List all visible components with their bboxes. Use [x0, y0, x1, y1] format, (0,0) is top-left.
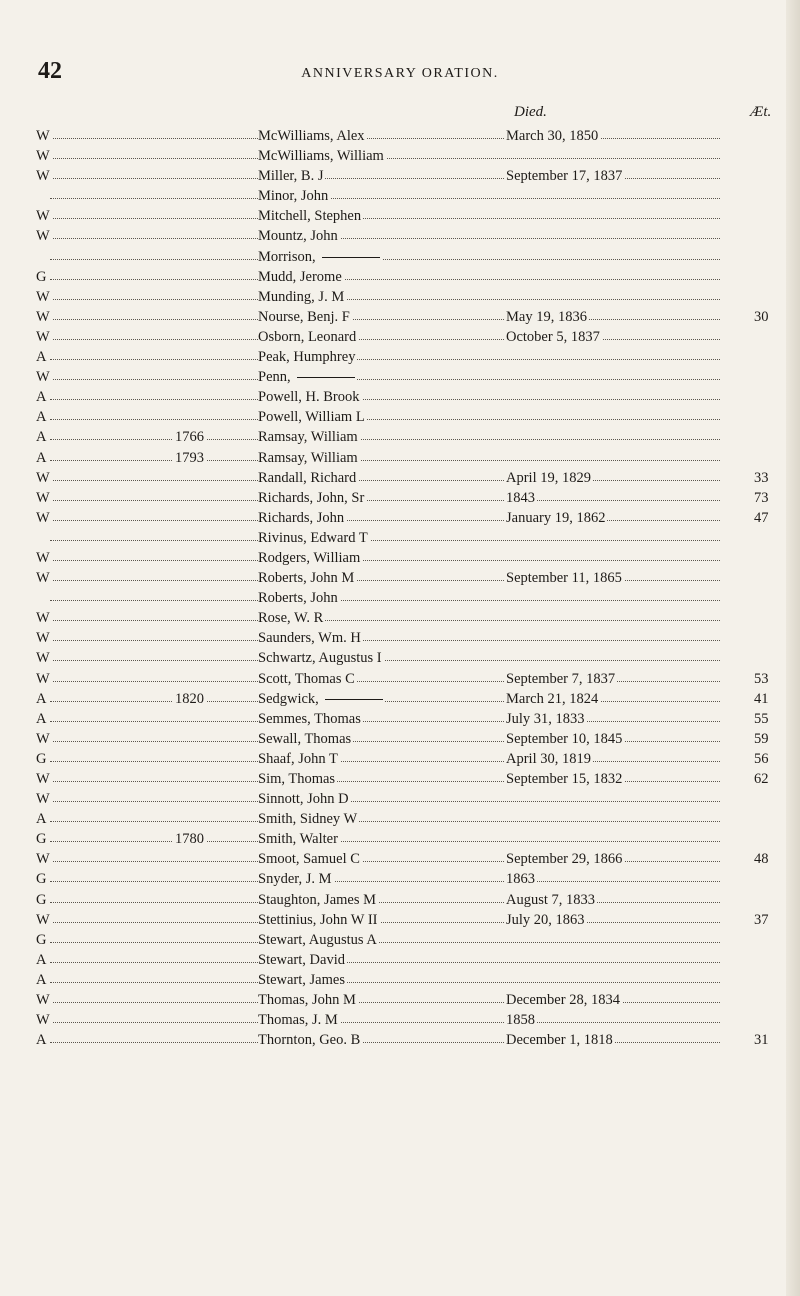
list-item: [0, 729, 800, 749]
member-name: Richards, John, Sr: [258, 488, 366, 508]
list-item: [0, 528, 800, 548]
location-code: W: [36, 488, 52, 508]
location-code: G: [36, 267, 48, 287]
year: 1780: [172, 829, 207, 849]
death-date: July 31, 1833: [504, 709, 587, 729]
death-date: September 15, 1832: [504, 769, 624, 789]
age-at-death: 56: [752, 749, 769, 769]
leader-dots: [50, 218, 258, 219]
leader-dots: [50, 480, 258, 481]
member-name: Thomas, J. M: [258, 1010, 340, 1030]
death-date: December 1, 1818: [504, 1030, 615, 1050]
list-item: [0, 427, 800, 447]
member-name: Stewart, David: [258, 950, 347, 970]
leader-dots: [50, 500, 258, 501]
member-name: Peak, Humphrey: [258, 347, 357, 367]
location-code: G: [36, 829, 48, 849]
death-date: April 30, 1819: [504, 749, 593, 769]
location-code: A: [36, 387, 48, 407]
leader-dots: [50, 198, 258, 199]
leader-dots: [50, 460, 258, 461]
age-at-death: 30: [752, 307, 769, 327]
list-item: [0, 347, 800, 367]
list-item: [0, 809, 800, 829]
column-heading-aet: Æt.: [750, 104, 772, 120]
location-code: A: [36, 1030, 48, 1050]
leader-dots: [50, 721, 258, 722]
list-item: [0, 789, 800, 809]
location-code: W: [36, 508, 52, 528]
list-item: [0, 548, 800, 568]
member-name: Powell, H. Brook: [258, 387, 362, 407]
location-code: W: [36, 327, 52, 347]
leader-dots: [50, 419, 258, 420]
location-code: W: [36, 669, 52, 689]
location-code: W: [36, 910, 52, 930]
age-at-death: 47: [752, 508, 769, 528]
year: 1793: [172, 448, 207, 468]
running-title: ANNIVERSARY ORATION.: [301, 66, 499, 81]
age-at-death: 37: [752, 910, 769, 930]
member-name: Ramsay, William: [258, 427, 360, 447]
age-at-death: 53: [752, 669, 769, 689]
list-item: [0, 1030, 800, 1050]
location-code: W: [36, 628, 52, 648]
location-code: A: [36, 809, 48, 829]
leader-dots: [50, 560, 258, 561]
leader-dots: [50, 922, 258, 923]
location-code: A: [36, 448, 48, 468]
list-item: [0, 669, 800, 689]
death-date: September 17, 1837: [504, 166, 624, 186]
location-code: G: [36, 930, 48, 950]
location-code: W: [36, 990, 52, 1010]
list-item: [0, 448, 800, 468]
death-date: July 20, 1863: [504, 910, 587, 930]
list-item: [0, 327, 800, 347]
leader-dots: [50, 359, 258, 360]
leader-dots: [50, 158, 258, 159]
list-item: [0, 890, 800, 910]
list-item: [0, 689, 800, 709]
blank-dash: [322, 257, 380, 258]
leader-dots: [50, 339, 258, 340]
member-name: Roberts, John M: [258, 568, 356, 588]
location-code: W: [36, 367, 52, 387]
list-item: [0, 267, 800, 287]
location-code: W: [36, 789, 52, 809]
leader-dots: [50, 1042, 258, 1043]
leader-dots: [50, 1002, 258, 1003]
member-name: Sinnott, John D: [258, 789, 351, 809]
list-item: [0, 126, 800, 146]
location-code: A: [36, 709, 48, 729]
list-item: [0, 970, 800, 990]
member-name: Sewall, Thomas: [258, 729, 353, 749]
leader-dots: [50, 580, 258, 581]
leader-dots: [50, 942, 258, 943]
death-date: September 11, 1865: [504, 568, 624, 588]
list-item: [0, 146, 800, 166]
location-code: W: [36, 1010, 52, 1030]
death-date: January 19, 1862: [504, 508, 607, 528]
list-item: [0, 307, 800, 327]
death-date: August 7, 1833: [504, 890, 597, 910]
member-name: Mountz, John: [258, 226, 340, 246]
member-name: Roberts, John: [258, 588, 340, 608]
member-name: Rose, W. R: [258, 608, 325, 628]
death-date: March 30, 1850: [504, 126, 600, 146]
death-date: 1863: [504, 869, 537, 889]
location-code: W: [36, 307, 52, 327]
list-item: [0, 387, 800, 407]
leader-dots: [50, 881, 258, 882]
leader-dots: [50, 761, 258, 762]
list-item: [0, 869, 800, 889]
year: 1766: [172, 427, 207, 447]
leader-dots: [50, 299, 258, 300]
leader-dots: [50, 660, 258, 661]
member-name: Staughton, James M: [258, 890, 378, 910]
location-code: A: [36, 427, 48, 447]
member-name: Rodgers, William: [258, 548, 362, 568]
location-code: W: [36, 648, 52, 668]
list-item: [0, 367, 800, 387]
member-name: Smith, Sidney W: [258, 809, 359, 829]
death-date: May 19, 1836: [504, 307, 589, 327]
member-name: Nourse, Benj. F: [258, 307, 352, 327]
list-item: [0, 910, 800, 930]
list-item: [0, 468, 800, 488]
location-code: W: [36, 226, 52, 246]
location-code: G: [36, 749, 48, 769]
death-date: 1858: [504, 1010, 537, 1030]
leader-dots: [50, 379, 258, 380]
member-name: Thornton, Geo. B: [258, 1030, 362, 1050]
location-code: W: [36, 729, 52, 749]
location-code: W: [36, 126, 52, 146]
leader-dots: [50, 1022, 258, 1023]
death-date: December 28, 1834: [504, 990, 622, 1010]
member-name: Penn,: [258, 367, 357, 387]
leader-dots: [50, 701, 258, 702]
age-at-death: 41: [752, 689, 769, 709]
leader-dots: [50, 138, 258, 139]
list-item: [0, 1010, 800, 1030]
member-name: Saunders, Wm. H: [258, 628, 363, 648]
list-item: [0, 849, 800, 869]
list-item: [0, 608, 800, 628]
list-item: [0, 628, 800, 648]
list-item: [0, 508, 800, 528]
member-name: Snyder, J. M: [258, 869, 334, 889]
page-header: [0, 58, 800, 88]
leader-dots: [50, 279, 258, 280]
list-item: [0, 769, 800, 789]
member-name: McWilliams, Alex: [258, 126, 367, 146]
location-code: W: [36, 287, 52, 307]
location-code: A: [36, 689, 48, 709]
page-number: 42: [38, 58, 62, 84]
list-item: [0, 950, 800, 970]
list-item: [0, 829, 800, 849]
list-item: [0, 226, 800, 246]
location-code: W: [36, 468, 52, 488]
leader-dots: [260, 178, 720, 179]
member-name: Thomas, John M: [258, 990, 358, 1010]
leader-dots: [50, 681, 258, 682]
member-name: Sedgwick,: [258, 689, 385, 709]
list-item: [0, 166, 800, 186]
list-item: [0, 247, 800, 267]
age-at-death: 48: [752, 849, 769, 869]
location-code: G: [36, 890, 48, 910]
member-name: Shaaf, John T: [258, 749, 340, 769]
list-item: [0, 648, 800, 668]
member-name: Stewart, James: [258, 970, 347, 990]
member-name: Randall, Richard: [258, 468, 358, 488]
death-date: September 10, 1845: [504, 729, 624, 749]
member-name: Osborn, Leonard: [258, 327, 358, 347]
death-date: 1843: [504, 488, 537, 508]
member-name: Munding, J. M: [258, 287, 346, 307]
member-name: Semmes, Thomas: [258, 709, 363, 729]
location-code: W: [36, 206, 52, 226]
member-name: Stewart, Augustus A: [258, 930, 379, 950]
leader-dots: [260, 620, 720, 621]
member-list: [0, 126, 800, 1050]
column-heading-died: Died.: [514, 104, 547, 120]
location-code: W: [36, 769, 52, 789]
member-name: Morrison,: [258, 247, 382, 267]
list-item: [0, 186, 800, 206]
death-date: October 5, 1837: [504, 327, 602, 347]
death-date: September 7, 1837: [504, 669, 617, 689]
leader-dots: [50, 620, 258, 621]
age-at-death: 73: [752, 488, 769, 508]
member-name: Miller, B. J: [258, 166, 325, 186]
death-date: September 29, 1866: [504, 849, 624, 869]
leader-dots: [50, 178, 258, 179]
list-item: [0, 488, 800, 508]
leader-dots: [50, 801, 258, 802]
leader-dots: [50, 841, 258, 842]
list-item: [0, 568, 800, 588]
location-code: W: [36, 166, 52, 186]
leader-dots: [50, 640, 258, 641]
member-name: Minor, John: [258, 186, 330, 206]
age-at-death: 62: [752, 769, 769, 789]
age-at-death: 31: [752, 1030, 769, 1050]
location-code: W: [36, 608, 52, 628]
leader-dots: [50, 319, 258, 320]
age-at-death: 33: [752, 468, 769, 488]
member-name: Rivinus, Edward T: [258, 528, 370, 548]
list-item: [0, 407, 800, 427]
member-name: Richards, John: [258, 508, 346, 528]
leader-dots: [50, 238, 258, 239]
member-name: Mudd, Jerome: [258, 267, 344, 287]
member-name: Ramsay, William: [258, 448, 360, 468]
member-name: Powell, William L: [258, 407, 367, 427]
location-code: A: [36, 347, 48, 367]
leader-dots: [50, 962, 258, 963]
blank-dash: [325, 699, 383, 700]
location-code: W: [36, 548, 52, 568]
member-name: Sim, Thomas: [258, 769, 337, 789]
member-name: Smith, Walter: [258, 829, 340, 849]
leader-dots: [50, 520, 258, 521]
list-item: [0, 709, 800, 729]
blank-dash: [297, 377, 355, 378]
list-item: [0, 287, 800, 307]
year: 1820: [172, 689, 207, 709]
leader-dots: [50, 439, 258, 440]
leader-dots: [50, 861, 258, 862]
leader-dots: [50, 902, 258, 903]
list-item: [0, 930, 800, 950]
member-name: Mitchell, Stephen: [258, 206, 363, 226]
leader-dots: [50, 821, 258, 822]
location-code: A: [36, 407, 48, 427]
member-name: Stettinius, John W II: [258, 910, 380, 930]
leader-dots: [50, 399, 258, 400]
leader-dots: [50, 741, 258, 742]
location-code: A: [36, 950, 48, 970]
member-name: Smoot, Samuel C: [258, 849, 362, 869]
age-at-death: 55: [752, 709, 769, 729]
list-item: [0, 990, 800, 1010]
leader-dots: [50, 540, 258, 541]
leader-dots: [50, 259, 258, 260]
location-code: W: [36, 568, 52, 588]
location-code: G: [36, 869, 48, 889]
leader-dots: [50, 781, 258, 782]
list-item: [0, 206, 800, 226]
age-at-death: 59: [752, 729, 769, 749]
member-name: Schwartz, Augustus I: [258, 648, 384, 668]
location-code: W: [36, 849, 52, 869]
location-code: A: [36, 970, 48, 990]
member-name: McWilliams, William: [258, 146, 386, 166]
member-name: Scott, Thomas C: [258, 669, 357, 689]
leader-dots: [50, 600, 258, 601]
location-code: W: [36, 146, 52, 166]
list-item: [0, 588, 800, 608]
death-date: March 21, 1824: [504, 689, 600, 709]
leader-dots: [50, 982, 258, 983]
list-item: [0, 749, 800, 769]
death-date: April 19, 1829: [504, 468, 593, 488]
